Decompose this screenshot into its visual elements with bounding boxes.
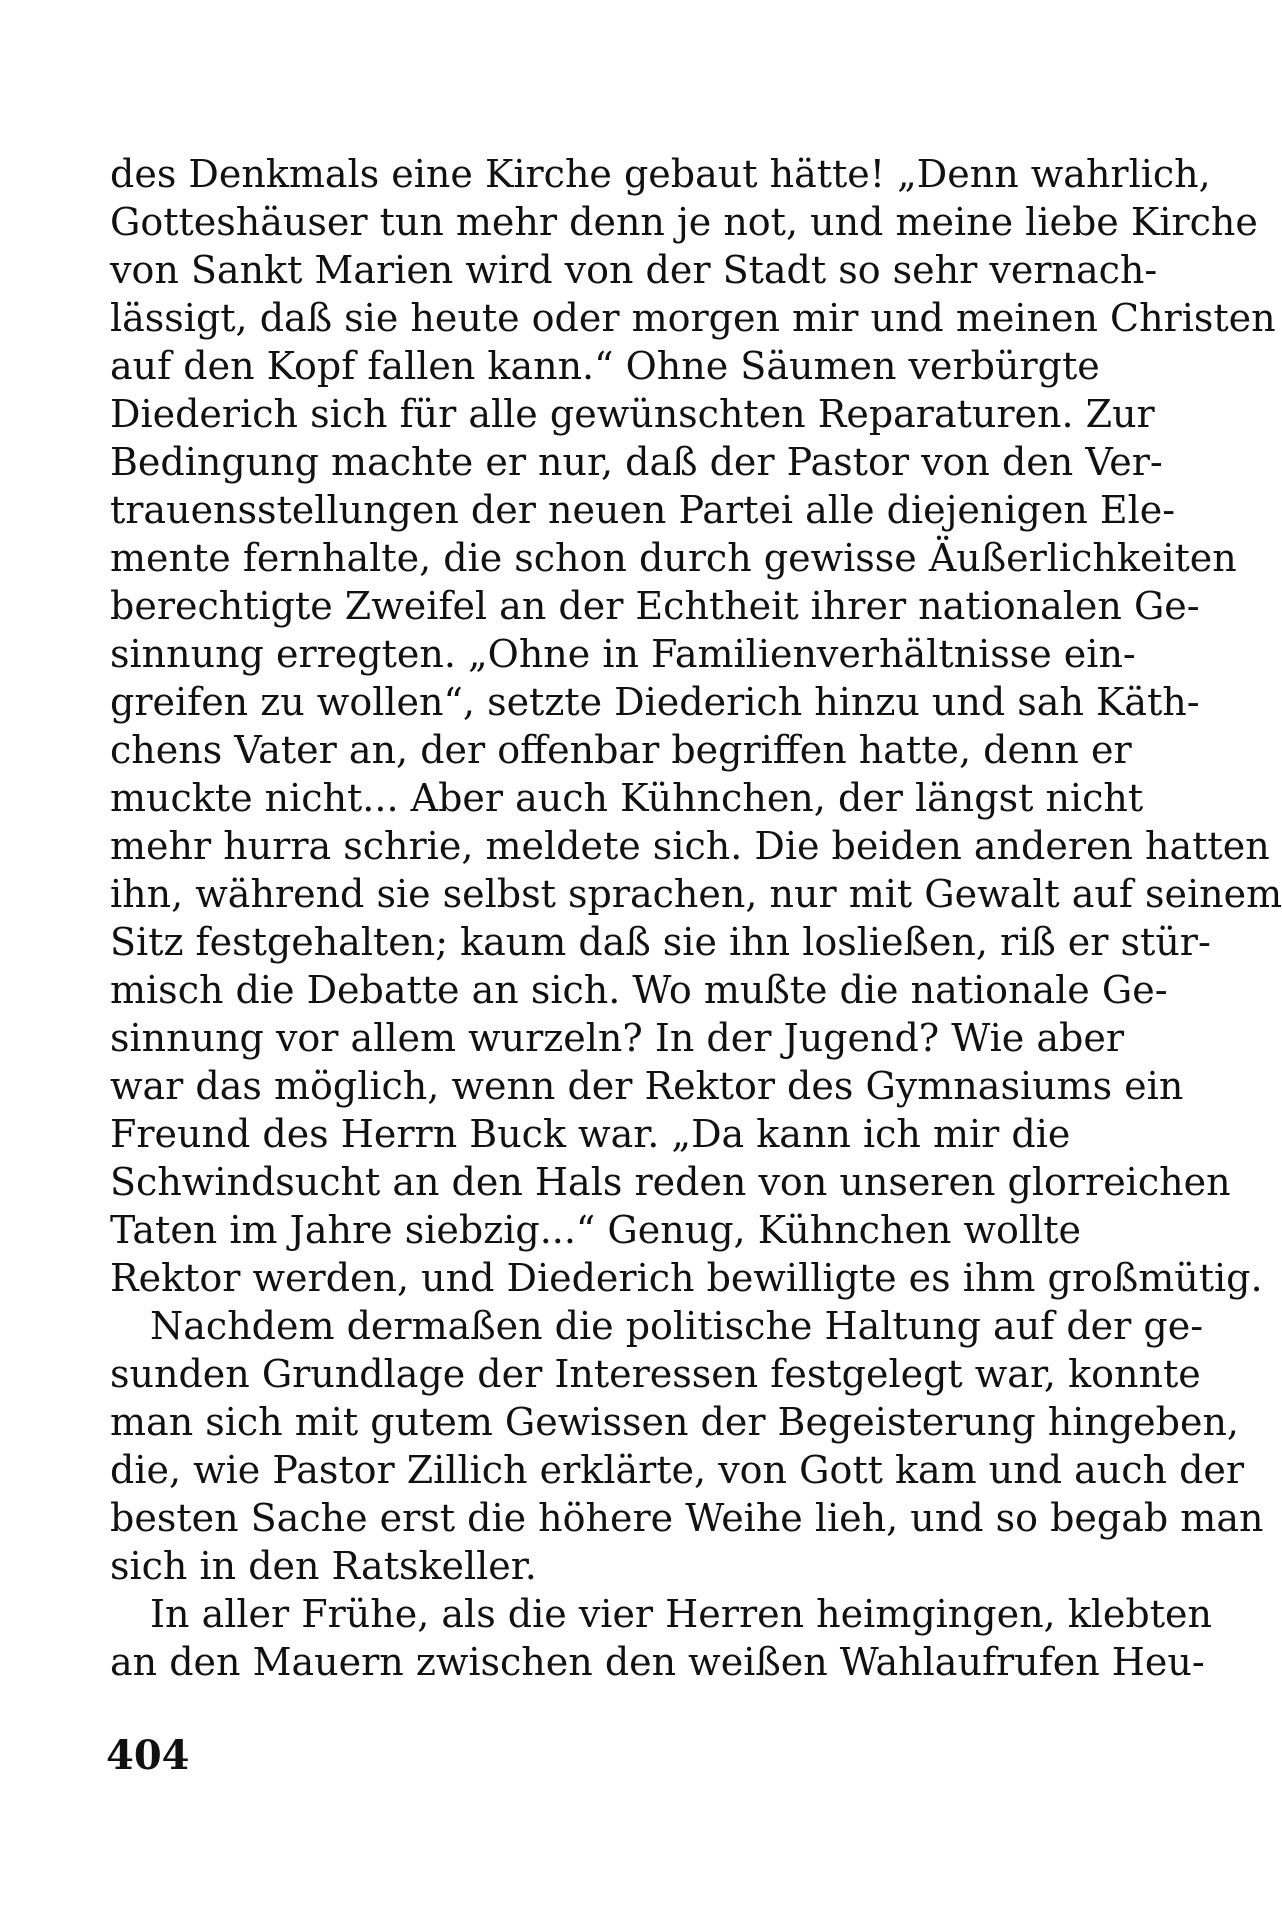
page-number: 404	[106, 1732, 190, 1779]
text-line: misch die Debatte an sich. Wo mußte die nationale Ge-	[110, 968, 1168, 1012]
text-line: mehr hurra schrie, meldete sich. Die beiden anderen hatten	[110, 824, 1270, 868]
text-line: an den Mauern zwischen den weißen Wahlaufrufen Heu-	[110, 1640, 1205, 1684]
text-line: muckte nicht... Aber auch Kühnchen, der längst nicht	[110, 776, 1144, 820]
text-line: war das möglich, wenn der Rektor des Gymnasiums ein	[110, 1064, 1184, 1108]
text-line: sich in den Ratskeller.	[110, 1544, 537, 1588]
text-line: Gotteshäuser tun mehr denn je not, und meine liebe Kirche	[110, 200, 1258, 244]
text-line: Diederich sich für alle gewünschten Reparaturen. Zur	[110, 392, 1155, 436]
text-line: berechtigte Zweifel an der Echtheit ihrer nationalen Ge-	[110, 584, 1200, 628]
text-line: In aller Frühe, als die vier Herren heimgingen, klebten	[150, 1592, 1212, 1636]
text-line: Freund des Herrn Buck war. „Da kann ich mir die	[110, 1112, 1071, 1156]
text-line: Nachdem dermaßen die politische Haltung auf der ge-	[150, 1304, 1204, 1348]
text-line: von Sankt Marien wird von der Stadt so sehr vernach-	[110, 248, 1158, 292]
text-line: auf den Kopf fallen kann.“ Ohne Säumen verbürgte	[110, 344, 1100, 388]
text-line: greifen zu wollen“, setzte Diederich hinzu und sah Käth-	[110, 680, 1200, 724]
text-line: Schwindsucht an den Hals reden von unseren glorreichen	[110, 1160, 1231, 1204]
text-line: mente fernhalte, die schon durch gewisse Äußerlichkeiten	[110, 536, 1237, 580]
text-line: Bedingung machte er nur, daß der Pastor von den Ver-	[110, 440, 1163, 484]
text-line: trauensstellungen der neuen Partei alle diejenigen Ele-	[110, 488, 1176, 532]
text-line: sunden Grundlage der Interessen festgelegt war, konnte	[110, 1352, 1201, 1396]
text-line: Taten im Jahre siebzig...“ Genug, Kühnchen wollte	[110, 1208, 1081, 1252]
text-line: ihn, während sie selbst sprachen, nur mit Gewalt auf seinem	[110, 872, 1282, 916]
text-line: man sich mit gutem Gewissen der Begeisterung hingeben,	[110, 1400, 1239, 1444]
text-line: des Denkmals eine Kirche gebaut hätte! „Denn wahrlich,	[110, 152, 1211, 196]
text-line: lässigt, daß sie heute oder morgen mir und meinen Christen	[110, 296, 1276, 340]
text-line: sinnung vor allem wurzeln? In der Jugend? Wie aber	[110, 1016, 1124, 1060]
text-line: besten Sache erst die höhere Weihe lieh, und so begab man	[110, 1496, 1264, 1540]
text-line: die, wie Pastor Zillich erklärte, von Gott kam und auch der	[110, 1448, 1245, 1492]
page-text	[110, 150, 1282, 1686]
text-line: chens Vater an, der offenbar begriffen hatte, denn er	[110, 728, 1132, 772]
text-line: sinnung erregten. „Ohne in Familienverhältnisse ein-	[110, 632, 1136, 676]
text-line: Rektor werden, und Diederich bewilligte es ihm großmütig.	[110, 1256, 1263, 1300]
text-line: Sitz festgehalten; kaum daß sie ihn losließen, riß er stür-	[110, 920, 1211, 964]
